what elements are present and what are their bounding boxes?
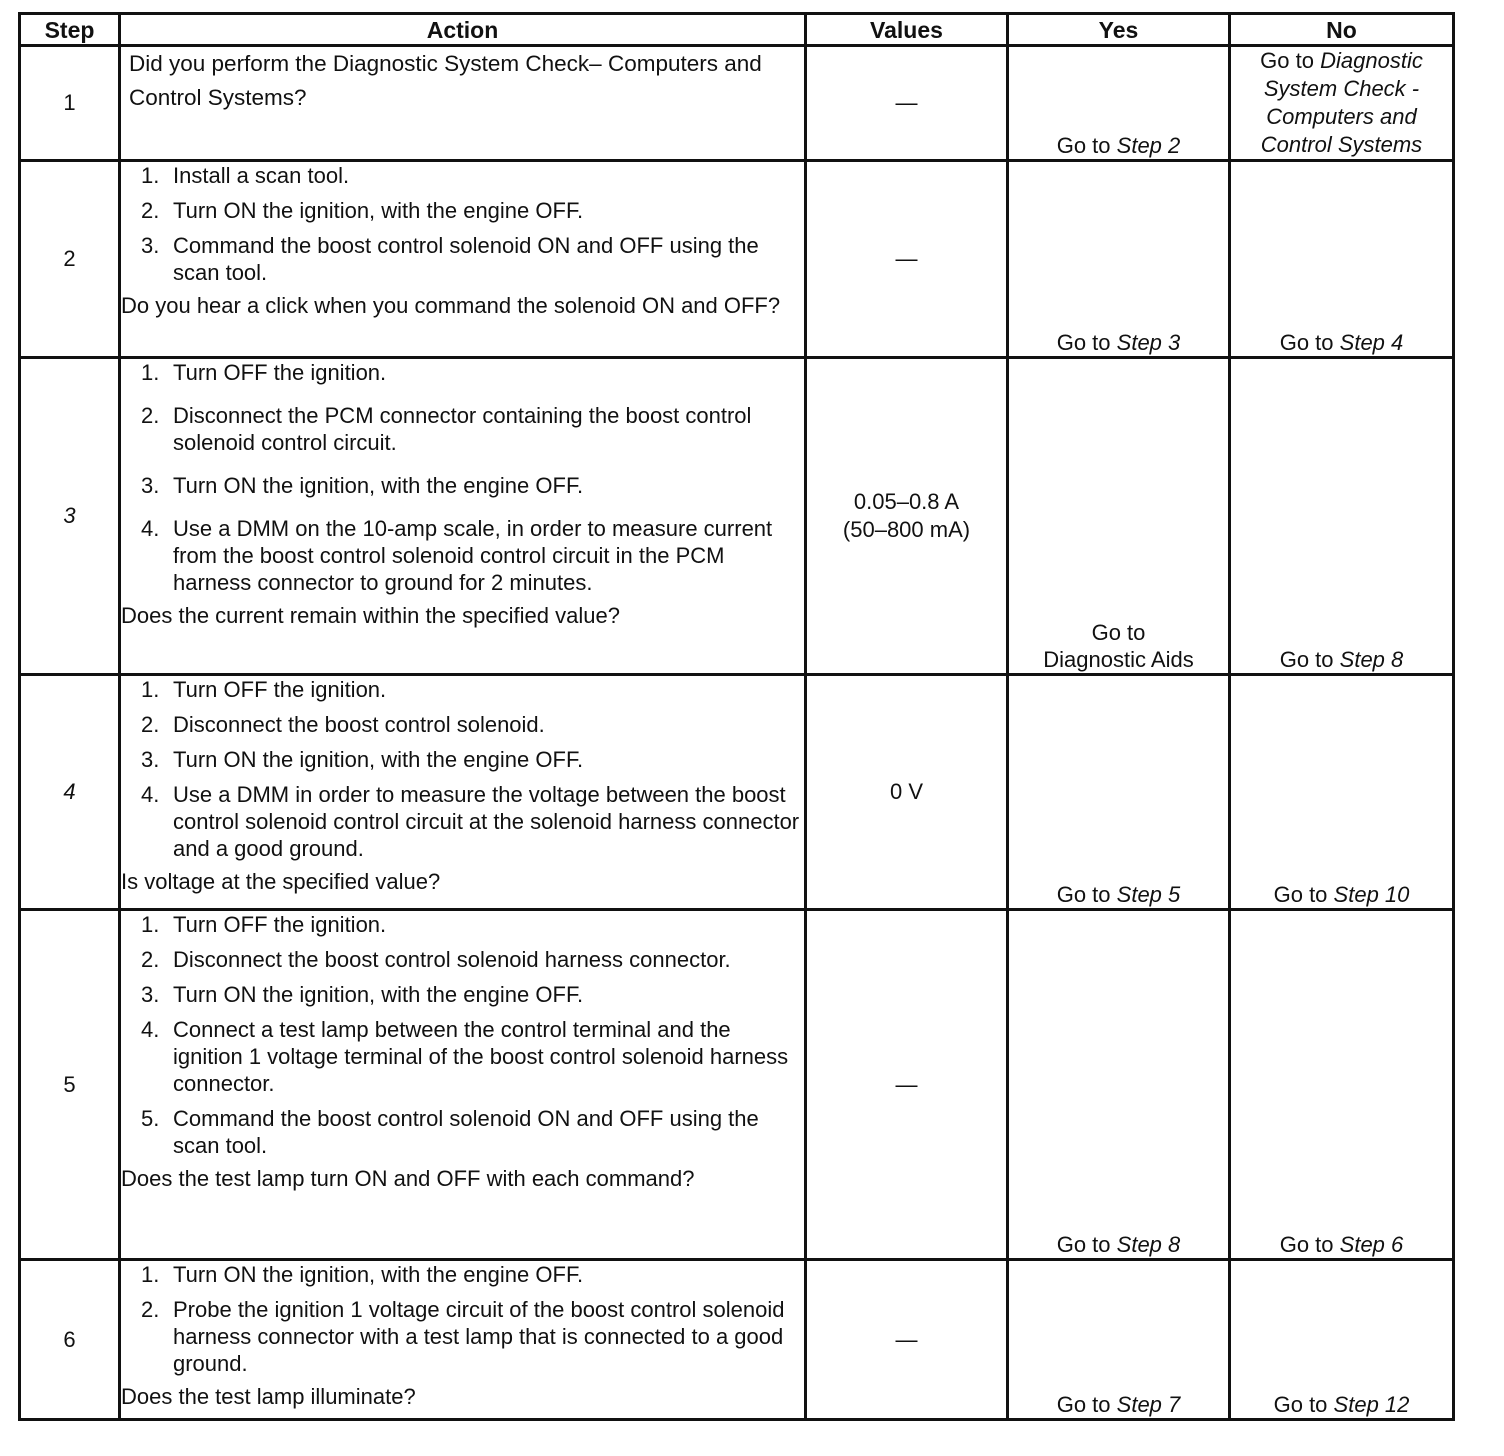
action-step [121, 359, 804, 386]
step-text: Turn ON the ignition, with the engine OFF. [173, 473, 584, 498]
step-text: Turn OFF the ignition. [173, 677, 387, 702]
step-text: Turn ON the ignition, with the engine OFF. [173, 982, 584, 1007]
step-text: Turn OFF the ignition. [173, 360, 387, 385]
yes-prefix[interactable]: Go to [1056, 133, 1111, 158]
action-question: Does the test lamp turn ON and OFF with each command? [121, 1166, 695, 1191]
value-cell [806, 910, 1008, 1260]
header-step: Step [20, 14, 120, 46]
step-index: 2. [141, 198, 160, 223]
action-cell [120, 1260, 806, 1420]
step-index: 4. [141, 782, 160, 807]
step-number: 3 [20, 358, 120, 675]
table-row [20, 1260, 1454, 1420]
yes-target[interactable]: Step 2 [1116, 133, 1181, 158]
action-step [121, 1105, 804, 1159]
step-number: 5 [20, 910, 120, 1260]
no-prefix[interactable]: Go to [1279, 647, 1334, 672]
action-steps [121, 676, 804, 862]
no-prefix[interactable]: Go to [1273, 1392, 1328, 1417]
step-index: 1. [141, 912, 160, 937]
no-target[interactable]: Step 6 [1339, 1232, 1404, 1257]
step-index: 2. [141, 947, 160, 972]
yes-cell [1008, 910, 1230, 1260]
step-index: 2. [141, 712, 160, 737]
action-steps [121, 359, 804, 596]
action-cell [120, 358, 806, 675]
step-text: Command the boost control solenoid ON and OFF using the scan tool. [173, 1106, 759, 1158]
step-index: 1. [141, 360, 160, 385]
no-target[interactable]: Diagnostic System Check - Computers and Control Systems [1260, 48, 1423, 157]
action-cell [120, 910, 806, 1260]
no-cell [1230, 46, 1454, 161]
step-number: 1 [20, 46, 120, 161]
action-question: Did you perform the Diagnostic System Check– Computers and Control Systems? [129, 51, 762, 110]
no-cell [1230, 675, 1454, 910]
step-text: Connect a test lamp between the control terminal and the ignition 1 voltage terminal of the boost control solenoid harness connector. [173, 1017, 789, 1096]
step-text: Turn ON the ignition, with the engine OFF. [173, 1262, 584, 1287]
yes-cell [1008, 358, 1230, 675]
no-prefix[interactable]: Go to [1260, 48, 1314, 73]
step-index: 1. [141, 1262, 160, 1287]
table-row [20, 46, 1454, 161]
no-cell [1230, 1260, 1454, 1420]
yes-cell [1008, 46, 1230, 161]
no-cell [1230, 358, 1454, 675]
table-row [20, 161, 1454, 358]
header-row [20, 14, 1454, 46]
step-number: 4 [20, 675, 120, 910]
step-text: Disconnect the boost control solenoid. [173, 712, 545, 737]
no-target[interactable]: Step 10 [1333, 882, 1410, 907]
action-cell [120, 161, 806, 358]
action-question: Do you hear a click when you command the solenoid ON and OFF? [121, 293, 781, 318]
header-yes: Yes [1008, 14, 1230, 46]
action-step [121, 781, 804, 862]
no-cell [1230, 161, 1454, 358]
action-step [121, 911, 804, 938]
value-text: — [895, 1326, 918, 1352]
step-index: 4. [141, 1017, 160, 1042]
table-row [20, 675, 1454, 910]
value-text: — [895, 90, 918, 115]
value-text: — [895, 246, 918, 271]
no-target[interactable]: Step 4 [1339, 330, 1404, 355]
action-step [121, 472, 804, 499]
action-step [121, 1261, 804, 1288]
step-text: Install a scan tool. [173, 163, 350, 188]
yes-target[interactable]: Step 7 [1116, 1392, 1181, 1417]
step-index: 3. [141, 747, 160, 772]
action-question: Does the test lamp illuminate? [121, 1384, 416, 1409]
no-target[interactable]: Step 8 [1339, 647, 1404, 672]
yes-target[interactable]: Diagnostic Aids [1043, 647, 1194, 672]
no-prefix[interactable]: Go to [1279, 330, 1334, 355]
value-text: — [895, 1071, 918, 1097]
value-text: 0 V [889, 779, 924, 804]
header-action: Action [120, 14, 806, 46]
step-index: 2. [141, 403, 160, 428]
table-row [20, 910, 1454, 1260]
step-index: 1. [141, 677, 160, 702]
action-steps [121, 1261, 804, 1377]
step-text: Probe the ignition 1 voltage circuit of the boost control solenoid harness connector with a test lamp that is connected to a good ground. [173, 1297, 785, 1376]
step-text: Turn ON the ignition, with the engine OFF. [173, 747, 584, 772]
action-question: Is voltage at the specified value? [121, 869, 441, 894]
action-steps [121, 911, 804, 1159]
value-cell [806, 1260, 1008, 1420]
action-step [121, 676, 804, 703]
step-text: Use a DMM in order to measure the voltage between the boost control solenoid control circuit at the solenoid harness connector and a good ground. [173, 782, 800, 861]
value-cell [806, 358, 1008, 675]
action-step [121, 1296, 804, 1377]
yes-target[interactable]: Step 3 [1116, 330, 1181, 355]
step-text: Disconnect the boost control solenoid harness connector. [173, 947, 731, 972]
action-steps [121, 162, 804, 286]
no-target[interactable]: Step 12 [1333, 1392, 1410, 1417]
action-step [121, 232, 804, 286]
step-index: 5. [141, 1106, 160, 1131]
step-index: 3. [141, 473, 160, 498]
step-index: 1. [141, 163, 160, 188]
action-step [121, 981, 804, 1008]
action-step [121, 1016, 804, 1097]
value-cell [806, 161, 1008, 358]
no-prefix[interactable]: Go to [1273, 882, 1328, 907]
value-cell [806, 675, 1008, 910]
no-cell [1230, 910, 1454, 1260]
yes-cell [1008, 675, 1230, 910]
step-index: 3. [141, 233, 160, 258]
step-number: 6 [20, 1260, 120, 1420]
step-text: Turn ON the ignition, with the engine OFF. [173, 198, 584, 223]
yes-prefix[interactable]: Go to [1056, 1232, 1111, 1257]
yes-cell [1008, 1260, 1230, 1420]
action-step [121, 515, 804, 596]
step-index: 2. [141, 1297, 160, 1322]
yes-cell [1008, 161, 1230, 358]
action-question: Does the current remain within the specified value? [121, 603, 620, 628]
header-no: No [1230, 14, 1454, 46]
action-step [121, 197, 804, 224]
step-index: 4. [141, 516, 160, 541]
step-index: 3. [141, 982, 160, 1007]
step-text: Turn OFF the ignition. [173, 912, 387, 937]
yes-prefix[interactable]: Go to [1091, 620, 1146, 645]
no-prefix[interactable]: Go to [1279, 1232, 1334, 1257]
yes-target[interactable]: Step 5 [1116, 882, 1181, 907]
yes-prefix[interactable]: Go to [1056, 882, 1111, 907]
table-row [20, 358, 1454, 675]
value-line: (50–800 mA) [842, 517, 971, 542]
yes-target[interactable]: Step 8 [1116, 1232, 1181, 1257]
yes-prefix[interactable]: Go to [1056, 330, 1111, 355]
action-step [121, 162, 804, 189]
value-line: 0.05–0.8 A [853, 489, 960, 514]
step-number: 2 [20, 161, 120, 358]
step-text: Command the boost control solenoid ON and OFF using the scan tool. [173, 233, 759, 285]
action-cell [120, 46, 806, 161]
action-step [121, 946, 804, 973]
action-cell [120, 675, 806, 910]
step-text: Use a DMM on the 10-amp scale, in order to measure current from the boost control solenoid control circuit in the PCM harness connector to ground for 2 minutes. [173, 516, 773, 595]
action-step [121, 711, 804, 738]
step-text: Disconnect the PCM connector containing the boost control solenoid control circuit. [173, 403, 752, 455]
header-values: Values [806, 14, 1008, 46]
value-cell [806, 46, 1008, 161]
yes-prefix[interactable]: Go to [1056, 1392, 1111, 1417]
diagnostic-table [18, 12, 1455, 1421]
action-step [121, 746, 804, 773]
action-step [121, 402, 804, 456]
